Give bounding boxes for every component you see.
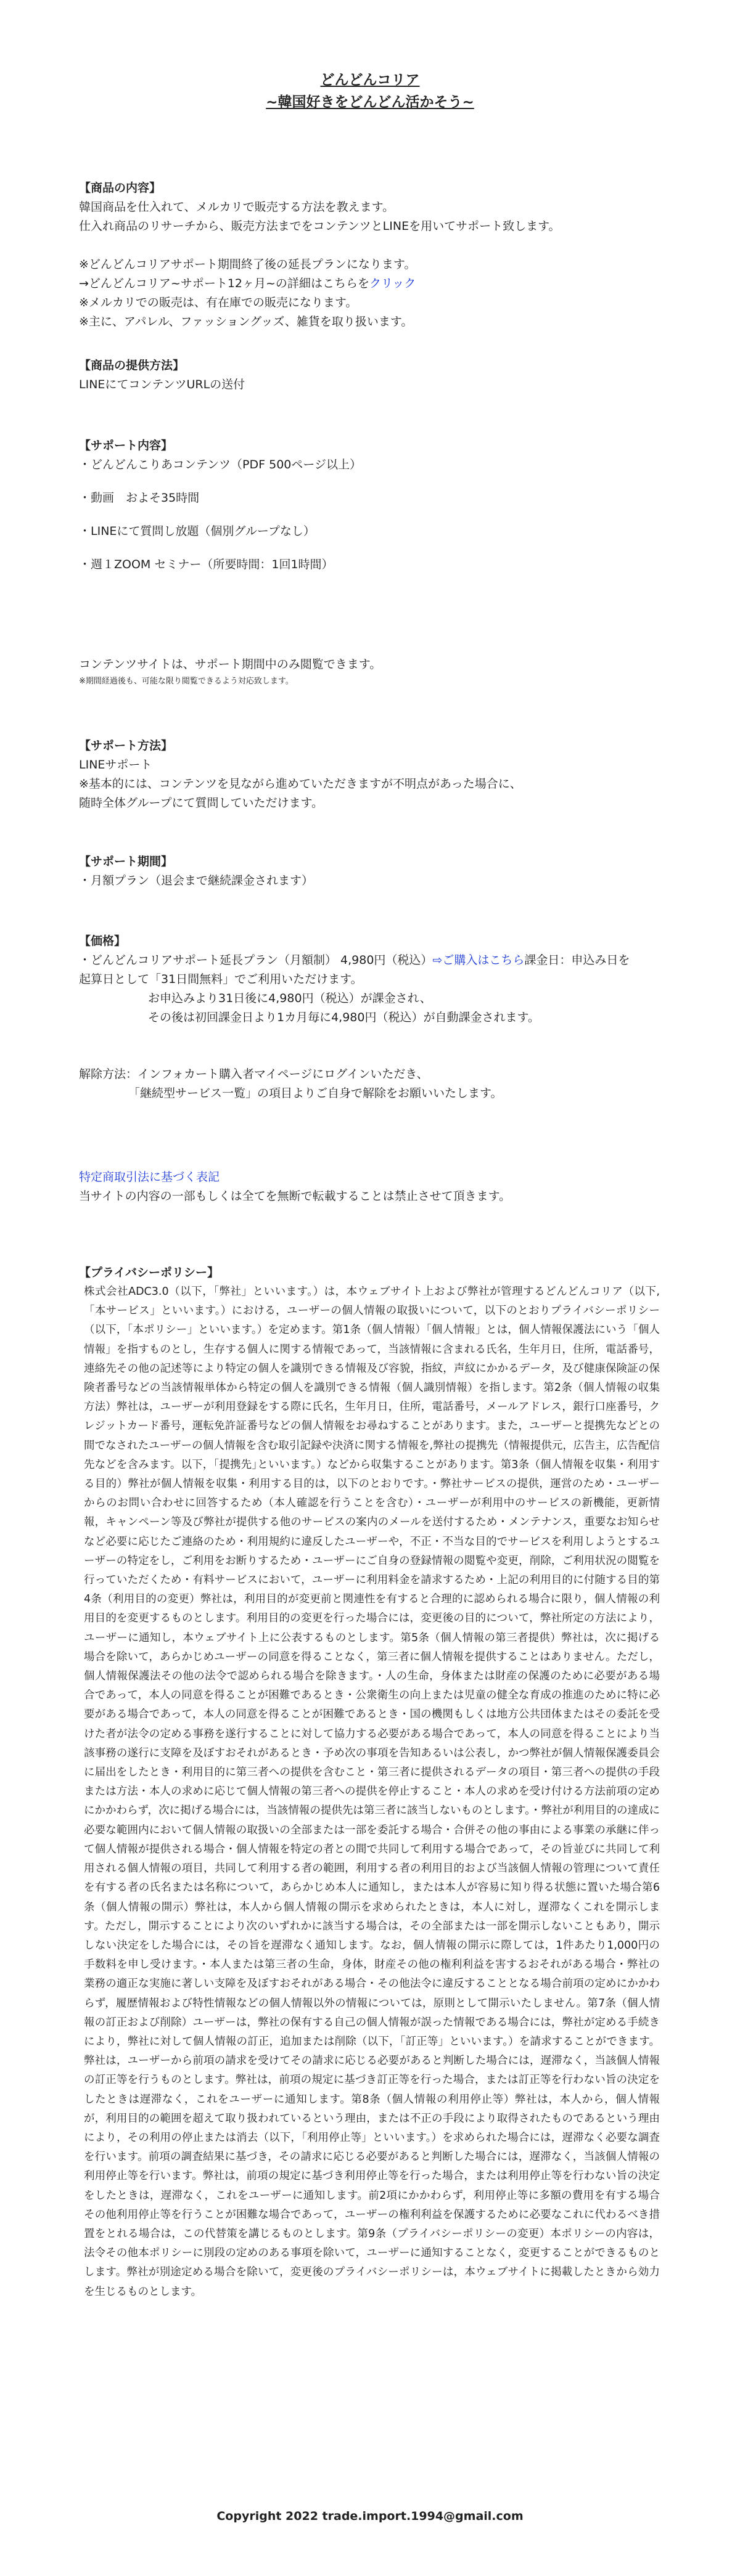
product-note-text: →どんどんコリア~サポート12ヶ月~の詳細はこちらを [79, 277, 369, 290]
product-content-section [79, 179, 665, 332]
support-item: ・動画 およそ35時間 [79, 491, 200, 505]
support-item: ・週１ZOOM セミナー（所要時間：1回1時間） [79, 558, 334, 571]
price-plan-text: ・どんどんコリアサポート延長プラン（月額制） 4,980円（税込） [79, 953, 433, 967]
product-content-line: 韓国商品を仕入れて、メルカリで販売する方法を教えます。 [79, 200, 395, 214]
support-method-heading: 【サポート方法】 [79, 739, 173, 752]
page-title: どんどんコリア [320, 72, 420, 88]
cancel-line: 解除方法：インフォカート購入者マイページにログインいただき、 [79, 1067, 429, 1081]
cancel-section [79, 1065, 665, 1103]
content-site-note: ※期間経過後も、可能な限り閲覧できるよう対応致します。 [79, 677, 294, 686]
content-site-section [79, 655, 665, 689]
price-heading: 【価格】 [79, 934, 126, 948]
support-method-section [79, 736, 665, 813]
support-item: ・どんどんこりあコンテンツ（PDF 500ページ以上） [79, 458, 361, 471]
support-period-section [79, 852, 665, 891]
privacy-body: 株式会社ADC3.0（以下，「弊社」といいます。）は，本ウェブサイト上および弊社が管理するどんどんコリア（以下,「本サービス」といいます。）における，ユーザーの個人情報の取扱いについて，以下のとおりプライバシーポリシー（以下，「本ポリシー」といいます。）を定めます。第1条（個人情報）「個人情報」とは，個人情報保護法にいう「個人情報」を指すものとし，生存する個人に関する情報であって，当該情報に含まれる氏名，生年月日，住所，電話番号，連絡先その他の記述等により特定の個人を識別できる情報及び容貌，指紋，声紋にかかるデータ，及び健康保険証の保険者番号などの当該情報単体から特定の個人を識別できる情報（個人識別情報）を指します。第2条（個人情報の収集方法）弊社は，ユーザーが利用登録をする際に氏名，生年月日，住所，電話番号，メールアドレス，銀行口座番号，クレジットカード番号，運転免許証番号などの個人情報をお尋ねすることがあります。また，ユーザーと提携先などとの間でなされたユーザーの個人情報を含む取引記録や決済に関する情報を,弊社の提携先（情報提供元，広告主，広告配信先などを含みます。以下，｢提携先｣といいます。）などから収集することがあります。第3条（個人情報を収集・利用する目的）弊社が個人情報を収集・利用する目的は，以下のとおりです。・弊社サービスの提供，運営のため・ユーザーからのお問い合わせに回答するため（本人確認を行うことを含む）・ユーザーが利用中のサービスの新機能，更新情報，キャンペーン等及び弊社が提供する他のサービスの案内のメールを送付するため・メンテナンス，重要なお知らせなど必要に応じたご連絡のため・利用規約に違反したユーザーや，不正・不当な目的でサービスを利用しようとするユーザーの特定をし，ご利用をお断りするため・ユーザーにご自身の登録情報の閲覧や変更，削除，ご利用状況の閲覧を行っていただくため・有料サービスにおいて，ユーザーに利用料金を請求するため・上記の利用目的に付随する目的第4条（利用目的の変更）弊社は，利用目的が変更前と関連性を有すると合理的に認められる場合に限り，個人情報の利用目的を変更するものとします。利用目的の変更を行った場合には，変更後の目的について，弊社所定の方法により，ユーザーに通知し，本ウェブサイト上に公表するものとします。第5条（個人情報の第三者提供）弊社は，次に掲げる場合を除いて，あらかじめユーザーの同意を得ることなく，第三者に個人情報を提供することはありません。ただし，個人情報保護法その他の法令で認められる場合を除きます。・人の生命，身体または財産の保護のために必要がある場合であって，本人の同意を得ることが困難であるとき・公衆衛生の向上または児童の健全な育成の推進のために特に必要がある場合であって，本人の同意を得ることが困難であるとき・国の機関もしくは地方公共団体またはその委託を受けた者が法令の定める事務を遂行することに対して協力する必要がある場合であって，本人の同意を得ることにより当該事務の遂行に支障を及ぼすおそれがあるとき・予め次の事項を告知あるいは公表し，かつ弊社が個人情報保護委員会に届出をしたとき・利用目的に第三者への提供を含むこと・第三者に提供されるデータの項目・第三者への提供の手段または方法・本人の求めに応じて個人情報の第三者への提供を停止すること・本人の求めを受け付ける方法前項の定めにかかわらず，次に掲げる場合には，当該情報の提供先は第三者に該当しないものとします。・弊社が利用目的の達成に必要な範囲内において個人情報の取扱いの全部または一部を委託する場合・合併その他の事由による事業の承継に伴って個人情報が提供される場合・個人情報を特定の者との間で共同して利用する場合であって，その旨並びに共同して利用される個人情報の項目，共同して利用する者の範囲，利用する者の利用目的および当該個人情報の管理について責任を有する者の氏名または名称について，あらかじめ本人に通知し，または本人が容易に知り得る状態に置いた場合第6条（個人情報の開示）弊社は，本人から個人情報の開示を求められたときは，本人に対し，遅滞なくこれを開示します。ただし，開示することにより次のいずれかに該当する場合は，その全部または一部を開示しないこともあり，開示しない決定をした場合には，その旨を遅滞なく通知します。なお，個人情報の開示に際しては，1件あたり1,000円の手数料を申し受けます。・本人または第三者の生命，身体，財産その他の権利利益を害するおそれがある場合・弊社の業務の適正な実施に著しい支障を及ぼすおそれがある場合・その他法令に違反することとなる場合前項の定めにかかわらず，履歴情報および特性情報などの個人情報以外の情報については，原則として開示いたしません。第7条（個人情報の訂正および削除）ユーザーは，弊社の保有する自己の個人情報が誤った情報である場合には，弊社が定める手続きにより，弊社に対して個人情報の訂正，追加または削除（以下，「訂正等」といいます。）を請求することができます。弊社は，ユーザーから前項の請求を受けてその請求に応じる必要があると判断した場合には，遅滞なく，当該個人情報の訂正等を行うものとします。弊社は，前項の規定に基づき訂正等を行った場合，または訂正等を行わない旨の決定をしたときは遅滞なく，これをユーザーに通知します。第8条（個人情報の利用停止等）弊社は，本人から，個人情報が，利用目的の範囲を超えて取り扱われているという理由，または不正の手段により取得されたものであるという理由により，その利用の停止または消去（以下，「利用停止等」といいます。）を求められた場合には，遅滞なく必要な調査を行います。前項の調査結果に基づき，その請求に応じる必要があると判断した場合には，遅滞なく，当該個人情報の利用停止等を行います。弊社は，前項の規定に基づき利用停止等を行った場合，または利用停止等を行わない旨の決定をしたときは，遅滞なく，これをユーザーに通知します。前2項にかかわらず，利用停止等に多額の費用を有する場合その他利用停止等を行うことが困難な場合であって，ユーザーの権利利益を保護するために必要なこれに代わるべき措置をとれる場合は，この代替策を講じるものとします。第9条（プライバシーポリシーの変更）本ポリシーの内容は，法令その他本ポリシーに別段の定めのある事項を除いて，ユーザーに通知することなく，変更することができるものとします。弊社が別途定める場合を除いて，変更後のプライバシーポリシーは，本ウェブサイトに掲載したときから効力を生じるものとします。 [84, 1286, 660, 2298]
privacy-heading: 【プライバシーポリシー】 [79, 1266, 220, 1279]
price-line: 起算日として「31日間無料」でご利用いただけます。 [79, 972, 363, 986]
product-note: ※メルカリでの販売は、有在庫での販売になります。 [79, 296, 358, 309]
support-content-section [79, 436, 665, 574]
support-method-line: LINEサポート [79, 758, 152, 772]
footer-copyright: Copyright 2022 trade.import.1994@gmail.com [216, 2509, 524, 2523]
details-link[interactable]: クリック [369, 277, 416, 290]
product-note: ※主に、アパレル、ファッショングッズ、雑貨を取り扱います。 [79, 315, 413, 328]
price-line: その後は初回課金日より1カ月毎に4,980円（税込）が自動課金されます。 [148, 1011, 540, 1024]
product-content-heading: 【商品の内容】 [79, 181, 162, 195]
cancel-line: 「継続型サービス一覧」の項目よりご自身で解除をお願いいたします。 [128, 1086, 503, 1100]
support-period-heading: 【サポート期間】 [79, 855, 173, 868]
product-note: ※どんどんコリアサポート期間終了後の延長プランになります。 [79, 258, 416, 271]
copyright-notice: 当サイトの内容の一部もしくは全てを無断で転載することは禁止させて頂きます。 [79, 1189, 511, 1203]
price-line: お申込みより31日後に4,980円（税込）が課金され、 [148, 992, 432, 1005]
content-site-text: コンテンツサイトは、サポート期間中のみ閲覧できます。 [79, 658, 382, 671]
price-section [79, 932, 665, 1027]
price-line [79, 951, 665, 970]
support-content-heading: 【サポート内容】 [79, 439, 173, 452]
delivery-text: LINEにてコンテンツURLの送付 [79, 378, 245, 391]
privacy-section [79, 1263, 665, 2302]
support-period-text: ・月額プラン（退会まで継続課金されます） [79, 874, 314, 887]
support-method-line: ※基本的には、コンテンツを見ながら進めていただきますが不明点があった場合に、 [79, 777, 522, 791]
support-method-line: 随時全体グループにて質問していただけます。 [79, 796, 323, 810]
support-item: ・LINEにて質問し放題（個別グループなし） [79, 524, 315, 538]
legal-notice-link[interactable]: 特定商取引法に基づく表記 [79, 1170, 220, 1184]
delivery-section [79, 356, 665, 394]
product-note-link-line [79, 274, 665, 293]
purchase-link[interactable]: ⇨ご購入はこちら [432, 953, 525, 967]
page-subtitle: ~韓国好きをどんどん活かそう~ [266, 94, 474, 110]
delivery-heading: 【商品の提供方法】 [79, 359, 185, 372]
product-content-line: 仕入れ商品のリサーチから、販売方法までをコンテンツとLINEを用いてサポート致します。 [79, 219, 561, 233]
price-billing-text: 課金日：申込み日を [524, 953, 630, 967]
page-header [0, 69, 740, 113]
legal-section [79, 1168, 665, 1206]
